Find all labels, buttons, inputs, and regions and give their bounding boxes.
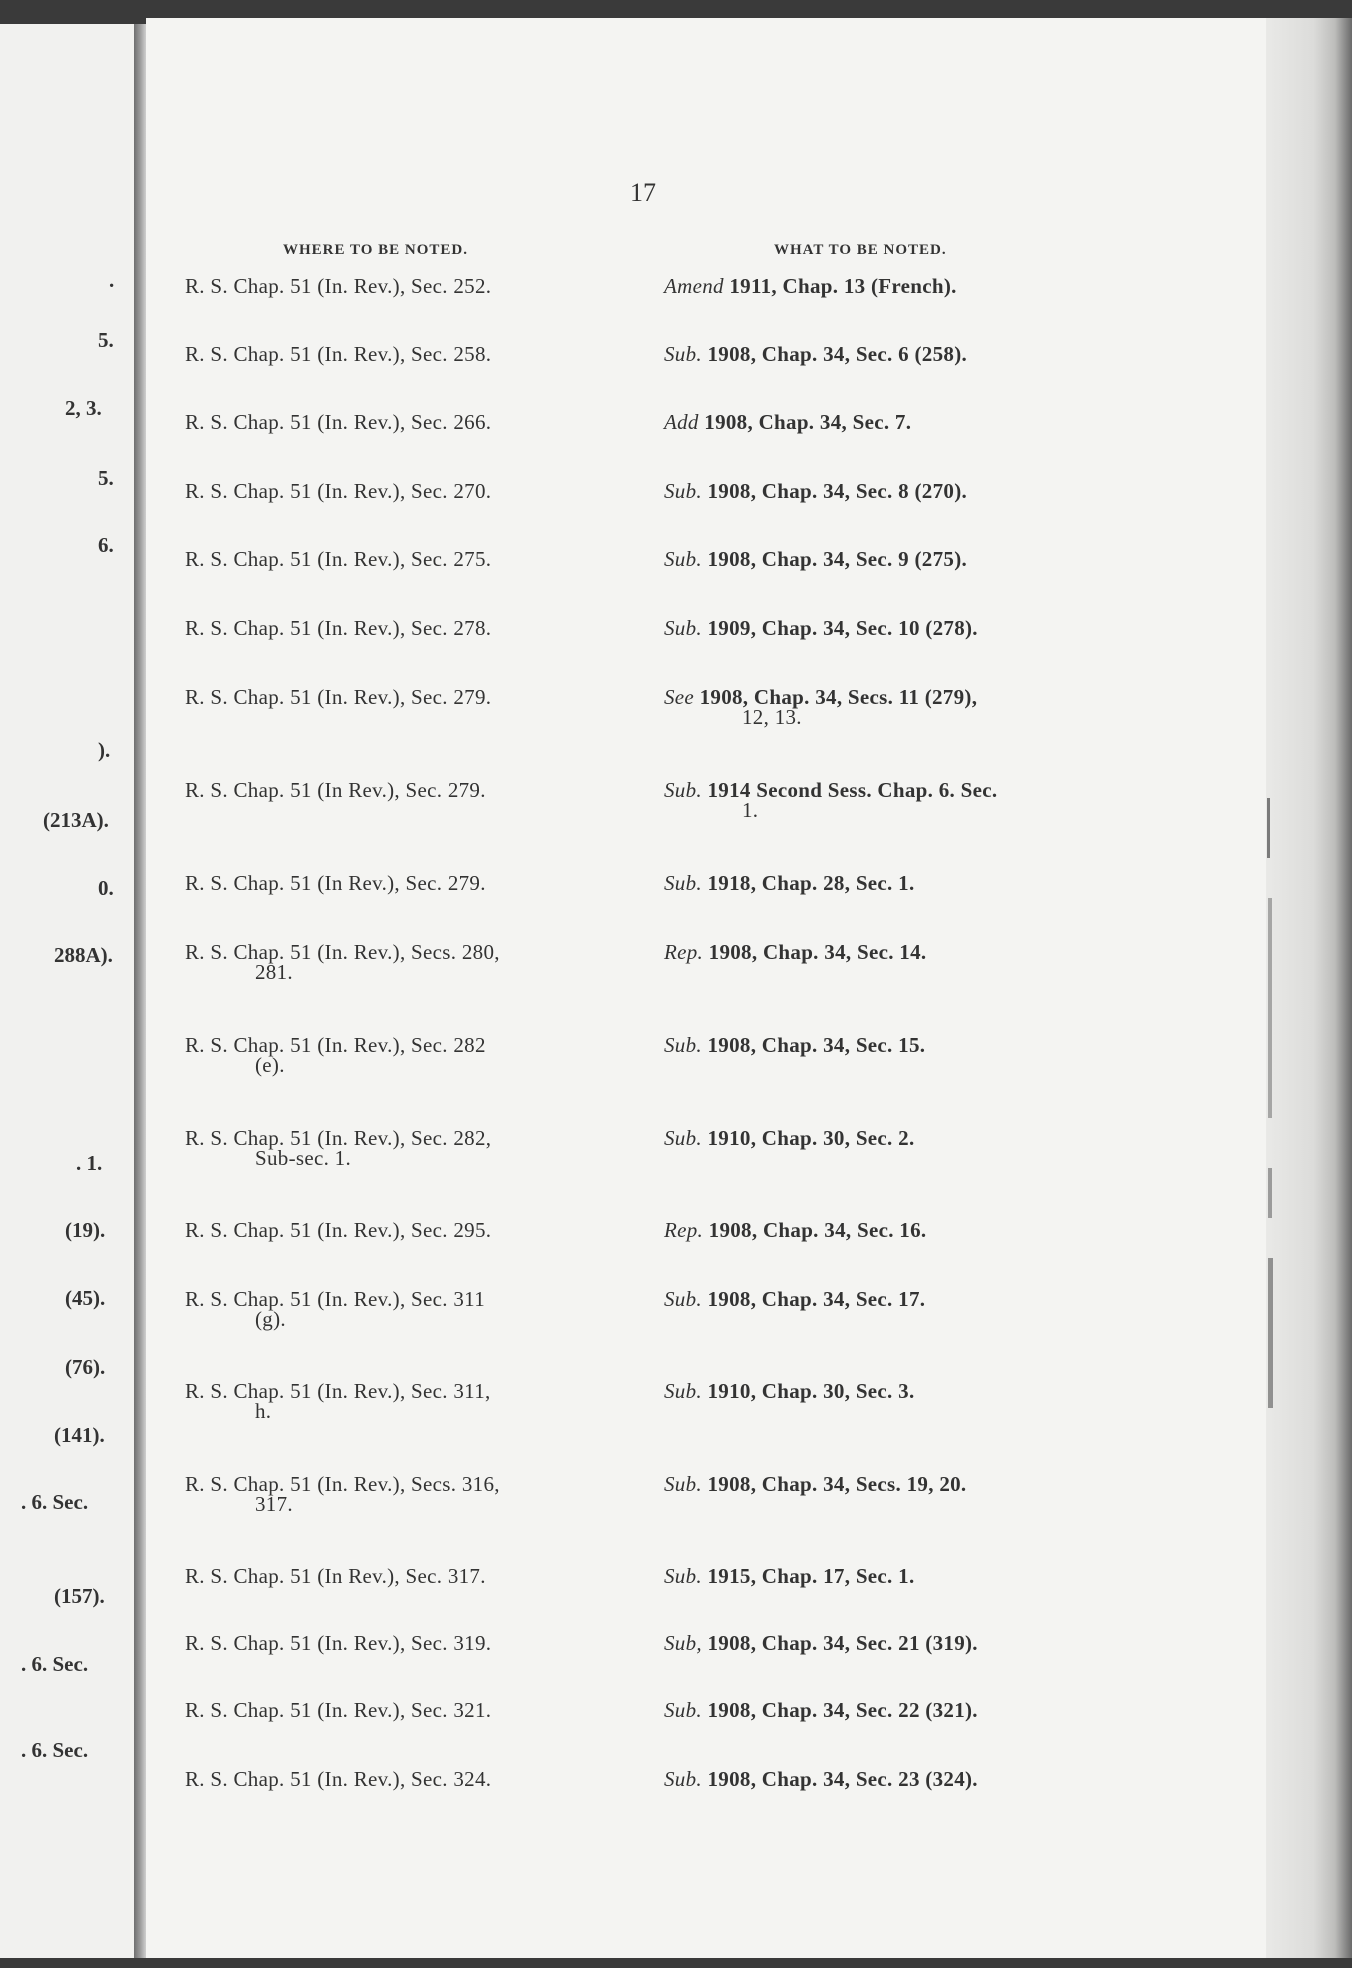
where-continuation: 317.: [255, 1492, 293, 1516]
where-to-be-noted: [185, 618, 491, 638]
where-text: R. S. Chap. 51 (In. Rev.), Sec. 319.: [185, 1631, 492, 1655]
action-keyword: Sub.: [664, 1287, 702, 1311]
where-to-be-noted: [185, 276, 491, 296]
where-text: R. S. Chap. 51 (In Rev.), Sec. 279.: [185, 778, 486, 802]
what-to-be-noted: [664, 1474, 966, 1494]
what-continuation: 1.: [742, 798, 759, 822]
where-text: R. S. Chap. 51 (In Rev.), Sec. 279.: [185, 871, 486, 895]
what-text: 1909, Chap. 34, Sec. 10 (278).: [701, 616, 978, 640]
where-continuation: Sub-sec. 1.: [255, 1146, 352, 1170]
where-text: R. S. Chap. 51 (In. Rev.), Secs. 316,: [185, 1472, 500, 1496]
where-to-be-noted: [185, 1474, 500, 1514]
what-to-be-noted: [664, 549, 967, 569]
where-text: R. S. Chap. 51 (In Rev.), Sec. 317.: [185, 1564, 486, 1588]
where-to-be-noted: [185, 1769, 491, 1789]
where-text: R. S. Chap. 51 (In. Rev.), Sec. 311,: [185, 1379, 491, 1403]
where-text: R. S. Chap. 51 (In. Rev.), Sec. 252.: [185, 274, 492, 298]
where-text: R. S. Chap. 51 (In. Rev.), Sec. 278.: [185, 616, 492, 640]
what-text: 1911, Chap. 13 (French).: [723, 274, 957, 298]
where-to-be-noted: [185, 481, 491, 501]
what-to-be-noted: [664, 1769, 978, 1789]
what-to-be-noted: [664, 412, 911, 432]
action-keyword: See: [664, 685, 695, 709]
where-to-be-noted: [185, 344, 491, 364]
left-fragment-text: ).: [98, 738, 111, 762]
action-keyword: Sub.: [664, 778, 702, 802]
left-fragment-text: 0.: [98, 876, 114, 900]
where-text: R. S. Chap. 51 (In. Rev.), Sec. 279.: [185, 685, 492, 709]
where-to-be-noted: [185, 942, 500, 982]
what-text: 1908, Chap. 34, Sec. 22 (321).: [701, 1698, 978, 1722]
where-to-be-noted: [185, 780, 486, 800]
page-edge-right: [1266, 18, 1352, 1958]
column-header-what: WHAT TO BE NOTED.: [774, 242, 947, 258]
where-text: R. S. Chap. 51 (In. Rev.), Sec. 275.: [185, 547, 492, 571]
what-to-be-noted: [664, 1289, 925, 1309]
left-fragment-text: 2, 3.: [65, 396, 102, 420]
action-keyword: Amend: [664, 274, 724, 298]
action-keyword: Sub.: [664, 616, 702, 640]
action-keyword: Add: [664, 410, 699, 434]
what-to-be-noted: [664, 1220, 926, 1240]
what-to-be-noted: [664, 1566, 915, 1586]
document-page: [146, 18, 1266, 1958]
where-to-be-noted: [185, 1035, 486, 1075]
where-text: R. S. Chap. 51 (In. Rev.), Sec. 270.: [185, 479, 492, 503]
column-header-where: WHERE TO BE NOTED.: [283, 242, 468, 258]
where-continuation: h.: [255, 1399, 272, 1423]
edge-mark: [1267, 798, 1270, 858]
where-text: R. S. Chap. 51 (In. Rev.), Secs. 280,: [185, 940, 500, 964]
action-keyword: Sub,: [664, 1631, 702, 1655]
what-to-be-noted: [664, 687, 977, 727]
where-to-be-noted: [185, 1381, 491, 1421]
where-to-be-noted: [185, 687, 491, 707]
what-to-be-noted: [664, 780, 997, 820]
where-text: R. S. Chap. 51 (In. Rev.), Sec. 295.: [185, 1218, 492, 1242]
what-text: 1914 Second Sess. Chap. 6. Sec.: [701, 778, 998, 802]
where-to-be-noted: [185, 549, 491, 569]
action-keyword: Sub.: [664, 547, 702, 571]
where-to-be-noted: [185, 412, 491, 432]
left-fragment-text: (157).: [54, 1584, 105, 1608]
where-to-be-noted: [185, 1566, 486, 1586]
where-text: R. S. Chap. 51 (In. Rev.), Sec. 282: [185, 1033, 486, 1057]
what-text: 1910, Chap. 30, Sec. 3.: [701, 1379, 915, 1403]
what-text: 1908, Chap. 34, Sec. 7.: [698, 410, 912, 434]
action-keyword: Rep.: [664, 1218, 704, 1242]
left-fragment-text: .: [109, 268, 115, 292]
what-to-be-noted: [664, 344, 967, 364]
what-text: 1908, Chap. 34, Sec. 9 (275).: [701, 547, 968, 571]
page-binding: [134, 24, 146, 1958]
action-keyword: Sub.: [664, 871, 702, 895]
action-keyword: Sub.: [664, 1033, 702, 1057]
what-text: 1908, Chap. 34, Sec. 23 (324).: [701, 1767, 978, 1791]
where-to-be-noted: [185, 1220, 491, 1240]
left-fragment-text: (213A).: [43, 808, 109, 832]
what-to-be-noted: [664, 1128, 915, 1148]
what-to-be-noted: [664, 873, 915, 893]
left-fragment-text: . 6. Sec.: [21, 1738, 89, 1762]
what-text: 1910, Chap. 30, Sec. 2.: [701, 1126, 915, 1150]
where-text: R. S. Chap. 51 (In. Rev.), Sec. 258.: [185, 342, 492, 366]
where-text: R. S. Chap. 51 (In. Rev.), Sec. 324.: [185, 1767, 492, 1791]
what-to-be-noted: [664, 276, 957, 296]
where-continuation: (e).: [255, 1053, 285, 1077]
what-to-be-noted: [664, 1633, 978, 1653]
scan-bottom-border: [0, 1958, 1352, 1968]
what-continuation: 12, 13.: [742, 705, 802, 729]
what-text: 1908, Chap. 34, Sec. 16.: [703, 1218, 927, 1242]
edge-mark: [1268, 1258, 1273, 1408]
left-fragment-text: 5.: [98, 466, 114, 490]
left-fragment-text: (45).: [65, 1286, 106, 1310]
what-text: 1908, Chap. 34, Sec. 6 (258).: [701, 342, 968, 366]
left-fragment-text: 6.: [98, 533, 114, 557]
what-to-be-noted: [664, 1381, 915, 1401]
where-to-be-noted: [185, 1289, 485, 1329]
left-fragment-text: 288A).: [54, 943, 113, 967]
what-text: 1908, Chap. 34, Secs. 19, 20.: [701, 1472, 967, 1496]
where-to-be-noted: [185, 1128, 491, 1168]
what-text: 1915, Chap. 17, Sec. 1.: [701, 1564, 915, 1588]
where-text: R. S. Chap. 51 (In. Rev.), Sec. 282,: [185, 1126, 492, 1150]
where-to-be-noted: [185, 1700, 491, 1720]
what-to-be-noted: [664, 1035, 925, 1055]
page-number: 17: [630, 178, 656, 207]
left-fragment-text: (141).: [54, 1423, 105, 1447]
left-fragment-text: . 6. Sec.: [21, 1652, 89, 1676]
where-to-be-noted: [185, 873, 486, 893]
what-text: 1908, Chap. 34, Sec. 21 (319).: [701, 1631, 978, 1655]
edge-mark: [1268, 1168, 1272, 1218]
action-keyword: Sub.: [664, 1126, 702, 1150]
what-to-be-noted: [664, 1700, 978, 1720]
what-text: 1908, Chap. 34, Sec. 14.: [703, 940, 927, 964]
action-keyword: Sub.: [664, 1564, 702, 1588]
what-to-be-noted: [664, 942, 926, 962]
where-text: R. S. Chap. 51 (In. Rev.), Sec. 321.: [185, 1698, 492, 1722]
where-continuation: 281.: [255, 960, 293, 984]
action-keyword: Sub.: [664, 1767, 702, 1791]
where-continuation: (g).: [255, 1307, 286, 1331]
where-text: R. S. Chap. 51 (In. Rev.), Sec. 266.: [185, 410, 492, 434]
action-keyword: Sub.: [664, 479, 702, 503]
action-keyword: Rep.: [664, 940, 704, 964]
action-keyword: Sub.: [664, 1472, 702, 1496]
where-to-be-noted: [185, 1633, 491, 1653]
what-text: 1908, Chap. 34, Sec. 15.: [701, 1033, 926, 1057]
left-fragment-text: . 1.: [76, 1151, 103, 1175]
left-fragment-text: 5.: [98, 328, 114, 352]
action-keyword: Sub.: [664, 1379, 702, 1403]
what-text: 1918, Chap. 28, Sec. 1.: [701, 871, 915, 895]
what-text: 1908, Chap. 34, Sec. 8 (270).: [701, 479, 968, 503]
what-to-be-noted: [664, 481, 967, 501]
action-keyword: Sub.: [664, 1698, 702, 1722]
what-text: 1908, Chap. 34, Secs. 11 (279),: [694, 685, 978, 709]
what-text: 1908, Chap. 34, Sec. 17.: [701, 1287, 926, 1311]
action-keyword: Sub.: [664, 342, 702, 366]
edge-mark: [1268, 898, 1272, 1118]
what-to-be-noted: [664, 618, 978, 638]
where-text: R. S. Chap. 51 (In. Rev.), Sec. 311: [185, 1287, 485, 1311]
left-fragment-text: (76).: [65, 1355, 106, 1379]
left-fragment-text: . 6. Sec.: [21, 1490, 89, 1514]
left-fragment-text: (19).: [65, 1218, 106, 1242]
